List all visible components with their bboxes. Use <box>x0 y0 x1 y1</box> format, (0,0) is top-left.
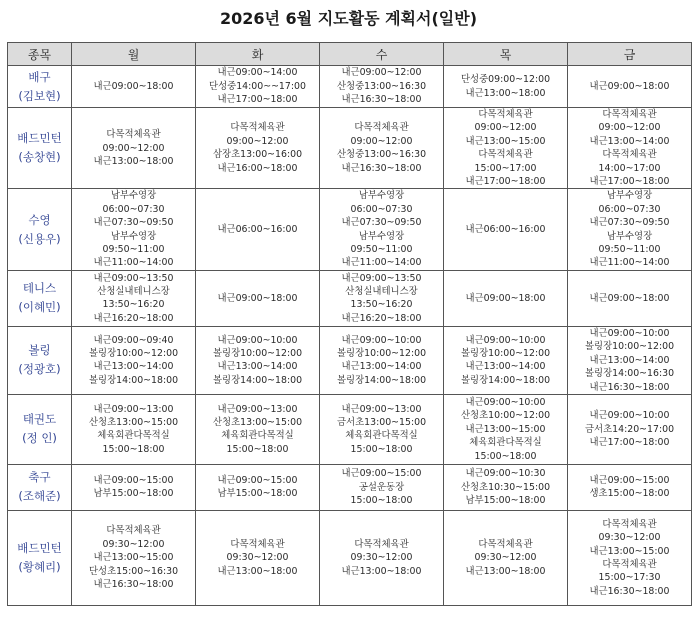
schedule-line: 내근09:00~15:00 <box>217 475 298 486</box>
schedule-cell <box>444 394 568 464</box>
schedule-line: 다목적체육관 <box>106 525 161 537</box>
schedule-line: 내근13:00~14:00 <box>341 361 422 373</box>
schedule-cell <box>444 464 568 510</box>
schedule-line: 남부수영장 <box>358 230 405 242</box>
schedule-lines <box>196 223 319 236</box>
schedule-line: 09:30~12:00 <box>102 538 165 550</box>
schedule-line: 다목적체육관 <box>602 518 657 530</box>
schedule-line: 내근17:00~18:00 <box>217 94 298 106</box>
schedule-cell <box>444 66 568 108</box>
sport-cell <box>8 326 72 394</box>
schedule-line: 산청중13:00~16:30 <box>336 80 427 92</box>
schedule-lines <box>196 292 319 305</box>
schedule-line: 볼링장14:00~18:00 <box>212 374 303 386</box>
sport-name: 볼링 <box>28 343 51 358</box>
schedule-line: 내근09:00~15:00 <box>589 475 670 486</box>
sport-name: 테니스 <box>22 281 57 296</box>
schedule-cell <box>72 66 196 108</box>
schedule-line: 내근13:00~15:00 <box>589 545 670 557</box>
schedule-line: 09:00~12:00 <box>102 142 165 154</box>
schedule-lines <box>568 189 691 269</box>
schedule-cell <box>196 66 320 108</box>
schedule-line: 내근09:00~18:00 <box>465 292 546 304</box>
schedule-line: 내근09:00~18:00 <box>93 80 174 92</box>
schedule-line: 내근16:00~18:00 <box>217 162 298 174</box>
schedule-line: 15:00~17:30 <box>598 572 661 584</box>
sport-name: 수영 <box>28 212 51 227</box>
schedule-line: 볼링장14:00~16:30 <box>584 368 675 380</box>
schedule-line: 단성중09:00~12:00 <box>460 74 551 86</box>
schedule-table <box>7 42 692 606</box>
schedule-lines <box>320 189 443 269</box>
schedule-cell <box>568 394 692 464</box>
schedule-line: 06:00~07:30 <box>102 203 165 215</box>
column-header: 목 <box>444 43 568 66</box>
schedule-line: 내근16:30~18:00 <box>589 381 670 393</box>
schedule-line: 15:00~18:00 <box>102 443 165 455</box>
schedule-line: 내근13:00~18:00 <box>465 87 546 99</box>
schedule-line: 산청초10:00~12:00 <box>460 410 551 422</box>
schedule-cell <box>196 270 320 326</box>
schedule-line: 내근09:00~18:00 <box>589 292 670 304</box>
schedule-line: 다목적체육관 <box>478 149 533 161</box>
schedule-line: 내근09:00~10:00 <box>341 334 422 346</box>
schedule-lines <box>196 538 319 578</box>
schedule-lines <box>72 272 195 326</box>
schedule-line: 내근09:00~10:00 <box>465 334 546 346</box>
schedule-cell <box>568 270 692 326</box>
schedule-cell <box>196 394 320 464</box>
schedule-cell <box>444 189 568 270</box>
schedule-line: 다목적체육관 <box>230 122 285 134</box>
schedule-lines <box>72 334 195 388</box>
schedule-cell <box>320 108 444 189</box>
column-header: 종목 <box>8 43 72 66</box>
schedule-line: 내근09:00~10:00 <box>589 410 670 422</box>
schedule-lines <box>568 518 691 598</box>
schedule-lines <box>444 108 567 188</box>
schedule-line: 내근13:00~15:00 <box>93 552 174 564</box>
schedule-cell <box>320 189 444 270</box>
sport-cell <box>8 394 72 464</box>
schedule-line: 다목적체육관 <box>602 149 657 161</box>
schedule-line: 내근09:00~13:00 <box>217 403 298 415</box>
schedule-line: 09:50~11:00 <box>350 244 413 256</box>
schedule-line: 내근13:00~14:00 <box>93 361 174 373</box>
schedule-line: 내근09:00~18:00 <box>589 80 670 92</box>
schedule-line: 내근09:00~10:30 <box>465 468 546 480</box>
schedule-line: 내근13:00~14:00 <box>589 135 670 147</box>
schedule-lines <box>196 474 319 501</box>
schedule-cell <box>444 326 568 394</box>
schedule-line: 내근11:00~14:00 <box>341 257 422 269</box>
schedule-line: 내근07:30~09:50 <box>589 217 670 229</box>
schedule-lines <box>72 403 195 457</box>
schedule-line: 내근16:30~18:00 <box>93 579 174 591</box>
schedule-line: 내근13:00~18:00 <box>465 565 546 577</box>
schedule-line: 남부15:00~18:00 <box>93 488 174 500</box>
schedule-line: 내근16:30~18:00 <box>341 162 422 174</box>
schedule-line: 다목적체육관 <box>354 122 409 134</box>
schedule-lines <box>196 121 319 175</box>
table-body <box>8 66 692 606</box>
column-header: 화 <box>196 43 320 66</box>
table-row <box>8 108 692 189</box>
schedule-cell <box>72 394 196 464</box>
sport-name: 배드민턴 <box>17 131 62 146</box>
schedule-lines <box>444 73 567 100</box>
schedule-line: 15:00~18:00 <box>474 450 537 462</box>
schedule-line: 다목적체육관 <box>106 129 161 141</box>
sport-cell <box>8 66 72 108</box>
leader-name: (조해준) <box>18 489 61 504</box>
schedule-lines <box>444 467 567 507</box>
schedule-line: 내근09:00~13:00 <box>93 403 174 415</box>
schedule-line: 내근09:00~14:00 <box>217 67 298 79</box>
schedule-line: 내근09:00~13:00 <box>341 403 422 415</box>
schedule-line: 산청초13:00~15:00 <box>88 417 179 428</box>
schedule-cell <box>72 326 196 394</box>
schedule-line: 산청실내테니스장 <box>345 285 418 297</box>
schedule-cell <box>196 326 320 394</box>
schedule-line: 공설운동장 <box>358 481 405 493</box>
sport-name: 태권도 <box>22 412 57 427</box>
schedule-cell <box>196 189 320 270</box>
schedule-line: 남부수영장 <box>606 230 653 242</box>
schedule-line: 내근17:00~18:00 <box>465 176 546 188</box>
page-title: 2026년 6월 지도활동 계획서(일반) <box>219 9 478 28</box>
schedule-line: 15:00~18:00 <box>226 443 289 455</box>
schedule-line: 내근13:00~15:00 <box>465 423 546 435</box>
sport-name: 배드민턴 <box>17 540 62 555</box>
schedule-line: 내근07:30~09:50 <box>341 217 422 229</box>
column-header: 월 <box>72 43 196 66</box>
schedule-lines <box>568 327 691 394</box>
schedule-lines <box>444 223 567 236</box>
sport-cell <box>8 189 72 270</box>
table-row <box>8 66 692 108</box>
schedule-line: 체육회관다목적실 <box>345 430 418 442</box>
schedule-line: 다목적체육관 <box>478 109 533 120</box>
schedule-lines <box>196 334 319 388</box>
schedule-line: 볼링장10:00~12:00 <box>584 341 675 353</box>
schedule-line: 볼링장10:00~12:00 <box>336 347 427 359</box>
schedule-line: 볼링장10:00~12:00 <box>460 347 551 359</box>
schedule-line: 내근13:00~14:00 <box>465 361 546 373</box>
schedule-line: 내근16:30~18:00 <box>589 585 670 597</box>
schedule-line: 15:00~18:00 <box>350 495 413 507</box>
schedule-line: 체육회관다목적실 <box>221 430 294 442</box>
schedule-line: 남부수영장 <box>606 190 653 202</box>
schedule-cell <box>568 108 692 189</box>
schedule-line: 볼링장10:00~12:00 <box>88 347 179 359</box>
schedule-cell <box>320 270 444 326</box>
schedule-line: 내근17:00~18:00 <box>589 176 670 188</box>
schedule-line: 09:30~12:00 <box>474 552 537 564</box>
schedule-lines <box>444 292 567 305</box>
schedule-line: 15:00~17:00 <box>474 162 537 174</box>
schedule-cell <box>320 326 444 394</box>
schedule-cell <box>444 510 568 605</box>
schedule-lines <box>568 409 691 449</box>
schedule-line: 금서초14:20~17:00 <box>584 423 675 435</box>
schedule-lines <box>320 334 443 388</box>
schedule-lines <box>320 403 443 457</box>
column-header: 금 <box>568 43 692 66</box>
schedule-lines <box>444 334 567 388</box>
schedule-lines <box>444 538 567 578</box>
schedule-lines <box>320 538 443 578</box>
schedule-cell <box>72 108 196 189</box>
schedule-cell <box>444 270 568 326</box>
schedule-lines <box>320 467 443 507</box>
schedule-line: 체육회관다목적실 <box>469 437 542 449</box>
table-row <box>8 270 692 326</box>
schedule-lines <box>568 292 691 305</box>
sport-cell <box>8 464 72 510</box>
schedule-line: 13:50~16:20 <box>350 299 413 311</box>
schedule-line: 09:00~12:00 <box>226 135 289 147</box>
schedule-line: 내근16:20~18:00 <box>93 312 174 324</box>
schedule-line: 내근13:00~14:00 <box>217 361 298 373</box>
sport-name: 축구 <box>28 470 51 485</box>
schedule-line: 내근09:00~15:00 <box>341 468 422 480</box>
schedule-line: 다목적체육관 <box>478 538 533 550</box>
schedule-cell <box>568 326 692 394</box>
schedule-line: 내근13:00~14:00 <box>589 354 670 366</box>
schedule-line: 내근16:20~18:00 <box>341 312 422 324</box>
schedule-line: 내근13:00~15:00 <box>465 135 546 147</box>
schedule-lines <box>444 396 567 463</box>
leader-name: (황혜리) <box>18 559 61 574</box>
header-row <box>8 43 692 66</box>
schedule-line: 다목적체육관 <box>230 538 285 550</box>
schedule-cell <box>568 510 692 605</box>
schedule-line: 내근09:00~10:00 <box>465 396 546 408</box>
schedule-line: 내근09:00~13:50 <box>93 272 174 284</box>
schedule-line: 다목적체육관 <box>602 109 657 120</box>
schedule-line: 내근11:00~14:00 <box>589 257 670 269</box>
schedule-line: 남부수영장 <box>358 190 405 202</box>
schedule-line: 내근11:00~14:00 <box>93 257 174 269</box>
schedule-line: 내근13:00~18:00 <box>341 565 422 577</box>
schedule-lines <box>568 474 691 501</box>
schedule-line: 06:00~07:30 <box>350 203 413 215</box>
leader-name: (정 인) <box>22 431 57 446</box>
schedule-cell <box>72 510 196 605</box>
schedule-cell <box>72 270 196 326</box>
schedule-line: 내근06:00~16:00 <box>465 223 546 235</box>
schedule-line: 금서초13:00~15:00 <box>336 417 427 428</box>
schedule-line: 내근07:30~09:50 <box>93 217 174 229</box>
schedule-line: 단성중14:00~~17:00 <box>209 80 306 92</box>
schedule-lines <box>320 66 443 106</box>
schedule-line: 다목적체육관 <box>602 558 657 570</box>
schedule-line: 삼장초13:00~16:00 <box>212 149 303 161</box>
leader-name: (이혜민) <box>18 300 61 315</box>
schedule-line: 09:50~11:00 <box>102 244 165 256</box>
schedule-line: 남부15:00~18:00 <box>217 488 298 500</box>
schedule-line: 09:00~12:00 <box>474 122 537 134</box>
schedule-cell <box>320 66 444 108</box>
schedule-cell <box>72 464 196 510</box>
leader-name: (신용우) <box>18 231 61 246</box>
table-row <box>8 464 692 510</box>
schedule-lines <box>72 80 195 93</box>
sport-cell <box>8 108 72 189</box>
schedule-line: 14:00~17:00 <box>598 162 661 174</box>
schedule-cell <box>444 108 568 189</box>
schedule-line: 볼링장14:00~18:00 <box>460 374 551 386</box>
schedule-lines <box>568 108 691 188</box>
schedule-lines <box>72 474 195 501</box>
schedule-line: 남부15:00~18:00 <box>465 495 546 507</box>
table-row <box>8 326 692 394</box>
sport-cell <box>8 510 72 605</box>
schedule-lines <box>320 121 443 175</box>
schedule-lines <box>72 189 195 269</box>
schedule-line: 내근13:00~18:00 <box>93 155 174 167</box>
schedule-line: 09:30~12:00 <box>598 532 661 544</box>
schedule-line: 산청중13:00~16:30 <box>336 149 427 161</box>
schedule-line: 다목적체육관 <box>354 538 409 550</box>
schedule-cell <box>320 394 444 464</box>
schedule-cell <box>568 66 692 108</box>
column-header: 수 <box>320 43 444 66</box>
leader-name: (송창현) <box>18 150 61 165</box>
schedule-cell <box>196 108 320 189</box>
schedule-cell <box>320 464 444 510</box>
table-row <box>8 394 692 464</box>
schedule-cell <box>568 464 692 510</box>
schedule-line: 남부수영장 <box>110 190 157 202</box>
schedule-line: 09:30~12:00 <box>226 552 289 564</box>
schedule-line: 단성초15:00~16:30 <box>88 565 179 577</box>
schedule-lines <box>196 403 319 457</box>
schedule-line: 남부수영장 <box>110 230 157 242</box>
schedule-cell <box>72 189 196 270</box>
leader-name: (김보현) <box>18 88 61 103</box>
schedule-cell <box>568 189 692 270</box>
schedule-line: 09:30~12:00 <box>350 552 413 564</box>
schedule-line: 내근17:00~18:00 <box>589 437 670 449</box>
schedule-line: 내근09:00~15:00 <box>93 475 174 486</box>
schedule-line: 볼링장14:00~18:00 <box>336 374 427 386</box>
schedule-line: 내근16:30~18:00 <box>341 94 422 106</box>
sport-name: 배구 <box>28 69 51 84</box>
schedule-line: 내근13:00~18:00 <box>217 565 298 577</box>
schedule-line: 내근09:00~13:50 <box>341 272 422 284</box>
schedule-lines <box>72 128 195 168</box>
schedule-lines <box>196 66 319 106</box>
schedule-line: 06:00~07:30 <box>598 203 661 215</box>
schedule-line: 13:50~16:20 <box>102 299 165 311</box>
schedule-line: 내근09:00~10:00 <box>589 327 670 339</box>
sport-cell <box>8 270 72 326</box>
schedule-cell <box>196 510 320 605</box>
schedule-line: 볼링장10:00~12:00 <box>212 347 303 359</box>
schedule-line: 산청초13:00~15:00 <box>212 417 303 428</box>
schedule-line: 09:00~12:00 <box>598 122 661 134</box>
schedule-line: 내근09:00~09:40 <box>93 334 174 346</box>
schedule-line: 09:50~11:00 <box>598 244 661 256</box>
schedule-line: 생초15:00~18:00 <box>589 488 670 500</box>
schedule-line: 볼링장14:00~18:00 <box>88 374 179 386</box>
schedule-cell <box>320 510 444 605</box>
schedule-line: 09:00~12:00 <box>350 135 413 147</box>
schedule-line: 체육회관다목적실 <box>97 430 170 442</box>
schedule-line: 내근06:00~16:00 <box>217 223 298 235</box>
schedule-lines <box>320 272 443 326</box>
table-row <box>8 510 692 605</box>
schedule-cell <box>196 464 320 510</box>
schedule-line: 산청실내테니스장 <box>97 285 170 297</box>
schedule-line: 산청초10:30~15:00 <box>460 481 551 493</box>
schedule-lines <box>568 80 691 93</box>
schedule-line: 15:00~18:00 <box>350 443 413 455</box>
schedule-line: 내근09:00~10:00 <box>217 334 298 346</box>
schedule-lines <box>72 524 195 591</box>
schedule-line: 내근09:00~18:00 <box>217 292 298 304</box>
schedule-line: 내근09:00~12:00 <box>341 67 422 79</box>
leader-name: (정광호) <box>18 362 61 377</box>
table-row <box>8 189 692 270</box>
